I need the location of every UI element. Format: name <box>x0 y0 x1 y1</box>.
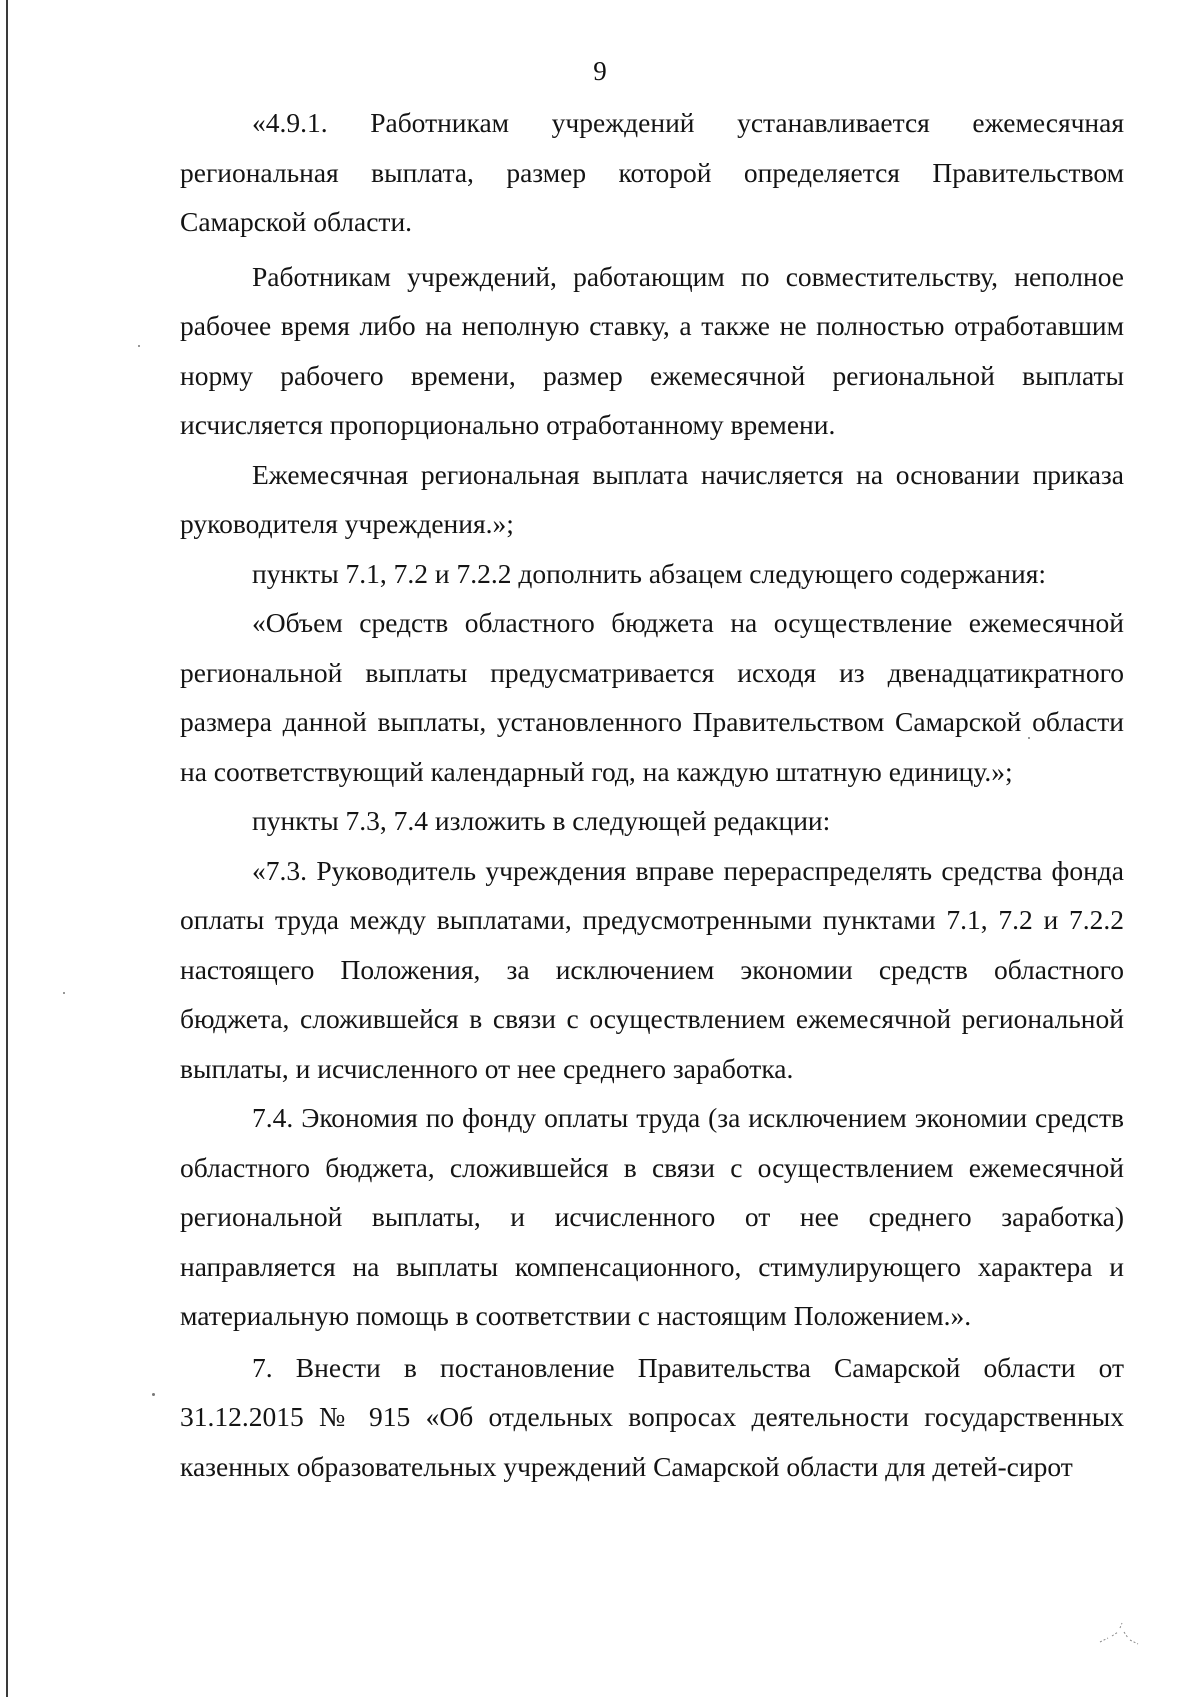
page-number: 9 <box>593 56 607 86</box>
paragraph-part-time-workers: Работникам учреждений, работающим по совместительству, неполное рабочее время либо на неполную ставку, а также не полностью отработавшим норму рабочего времени, размер ежемесячной региональной выплаты исчисляется пропорционально отработанному времени. <box>180 260 1124 440</box>
scan-speck <box>152 1393 155 1396</box>
paragraph-amend-7-1: пункты 7.1, 7.2 и 7.2.2 дополнить абзацем следующего содержания: <box>252 557 1046 589</box>
scan-speck <box>138 345 140 347</box>
scan-speck <box>63 992 65 994</box>
scan-border-line <box>6 0 8 1697</box>
paragraph-amend-7-3: пункты 7.3, 7.4 изложить в следующей редакции: <box>252 805 831 836</box>
document-body <box>180 98 1124 1491</box>
paragraph-budget-volume: «Объем средств областного бюджета на осуществление ежемесячной региональной выплаты предусматривается исходя из двенадцатикратного размера данной выплаты, установленного Правительством Самарской области на соответствующий календарный год, на каждую штатную единицу.»; <box>180 607 1124 787</box>
paragraph-7-4: 7.4. Экономия по фонду оплаты труда (за исключением экономии средств областного бюджета, сложившейся в связи с осуществлением ежемесячной региональной выплаты, и исчисленного от нее среднего заработка) направляется на выплаты компенсационного, стимулирующего характера и материальную помощь в соответствии с настоящим Положением.». <box>180 1102 1124 1331</box>
scan-marks <box>1098 1620 1142 1648</box>
paragraph-4-9-1: «4.9.1. Работникам учреждений устанавливается ежемесячная региональная выплата, размер которой определяется Правительством Самарской области. <box>180 107 1124 237</box>
scan-speck <box>1028 737 1030 739</box>
paragraph-payment-order: Ежемесячная региональная выплата начисляется на основании приказа руководителя учреждения.»; <box>180 458 1124 539</box>
paragraph-7-3: «7.3. Руководитель учреждения вправе перераспределять средства фонда оплаты труда между выплатами, предусмотренными пунктами 7.1, 7.2 и 7.2.2 настоящего Положения, за исключением экономии средств областного бюджета, сложившейся в связи с осуществлением ежемесячной региональной выплаты, и исчисленного от нее среднего заработка. <box>180 854 1124 1084</box>
paragraph-item-7: 7. Внести в постановление Правительства Самарской области от 31.12.2015 № 915 «Об отдельных вопросах деятельности государственных казенных образовательных учреждений Самарской области для детей-сирот <box>180 1351 1124 1482</box>
